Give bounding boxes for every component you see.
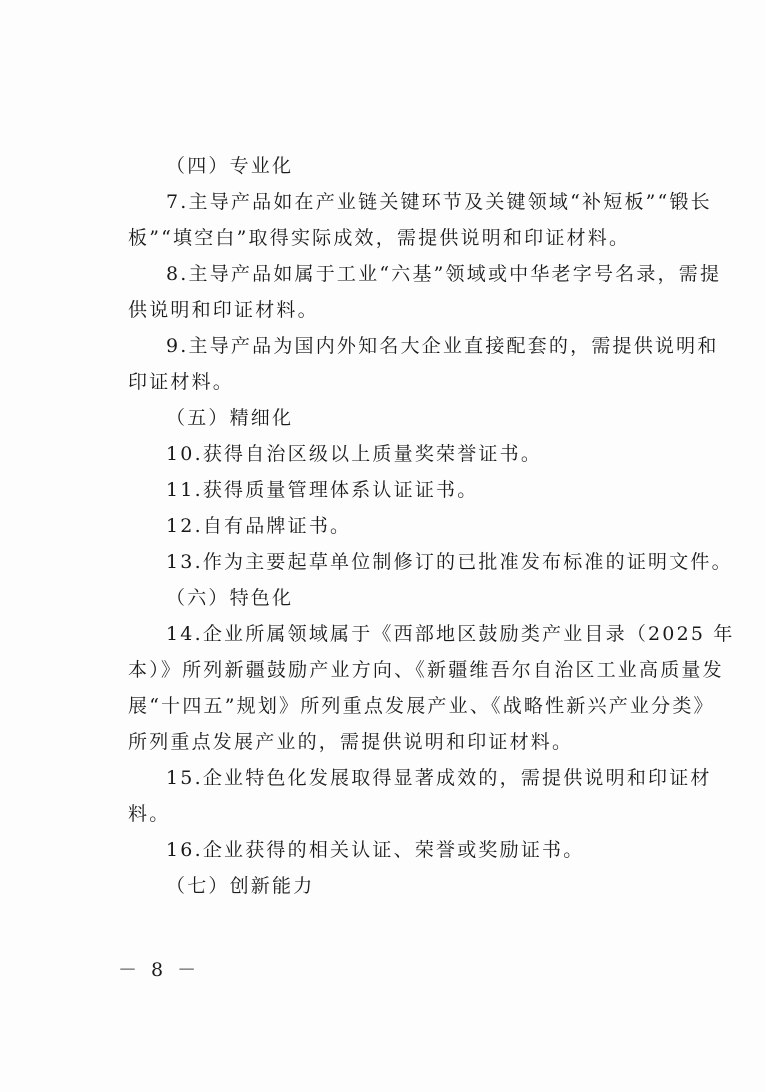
item-14-line-1: 14.企业所属领域属于《西部地区鼓励类产业目录（2025 年 <box>166 623 735 645</box>
document-body <box>128 148 735 904</box>
section-heading-7: （七）创新能力 <box>166 875 315 897</box>
item-16-line-1: 16.企业获得的相关认证、荣誉或奖励证书。 <box>166 839 585 861</box>
section-heading-5: （五）精细化 <box>166 407 294 429</box>
item-11-line-1: 11.获得质量管理体系认证证书。 <box>166 479 479 501</box>
item-14-line-2: 本）》所列新疆鼓励产业方向、《新疆维吾尔自治区工业高质量发 <box>128 659 724 681</box>
item-12-line-1: 12.自有品牌证书。 <box>166 515 352 537</box>
item-8-line-1: 8.主导产品如属于工业“六基”领域或中华老字号名录，需提 <box>166 263 722 285</box>
section-heading-6: （六）特色化 <box>166 587 294 609</box>
item-13-line-1: 13.作为主要起草单位制修订的已批准发布标准的证明文件。 <box>166 551 733 573</box>
item-9-line-1: 9.主导产品为国内外知名大企业直接配套的，需提供说明和 <box>166 335 719 357</box>
item-7-line-1: 7.主导产品如在产业链关键环节及关键领域“补短板”“锻长 <box>166 191 712 213</box>
item-10-line-1: 10.获得自治区级以上质量奖荣誉证书。 <box>166 443 543 465</box>
item-9-line-2: 印证材料。 <box>128 371 235 393</box>
section-heading-4: （四）专业化 <box>166 155 294 177</box>
item-8-line-2: 供说明和印证材料。 <box>128 299 319 321</box>
item-15-line-2: 料。 <box>128 803 171 825</box>
item-15-line-1: 15.企业特色化发展取得显著成效的，需提供说明和印证材 <box>166 767 712 789</box>
item-14-line-4: 所列重点发展产业的，需提供说明和印证材料。 <box>128 731 574 753</box>
item-14-line-3: 展“十四五”规划》所列重点发展产业、《战略性新兴产业分类》 <box>128 695 715 717</box>
page-number: － 8 － <box>118 959 201 981</box>
item-7-line-2: 板”“填空白”取得实际成效，需提供说明和印证材料。 <box>128 227 631 249</box>
